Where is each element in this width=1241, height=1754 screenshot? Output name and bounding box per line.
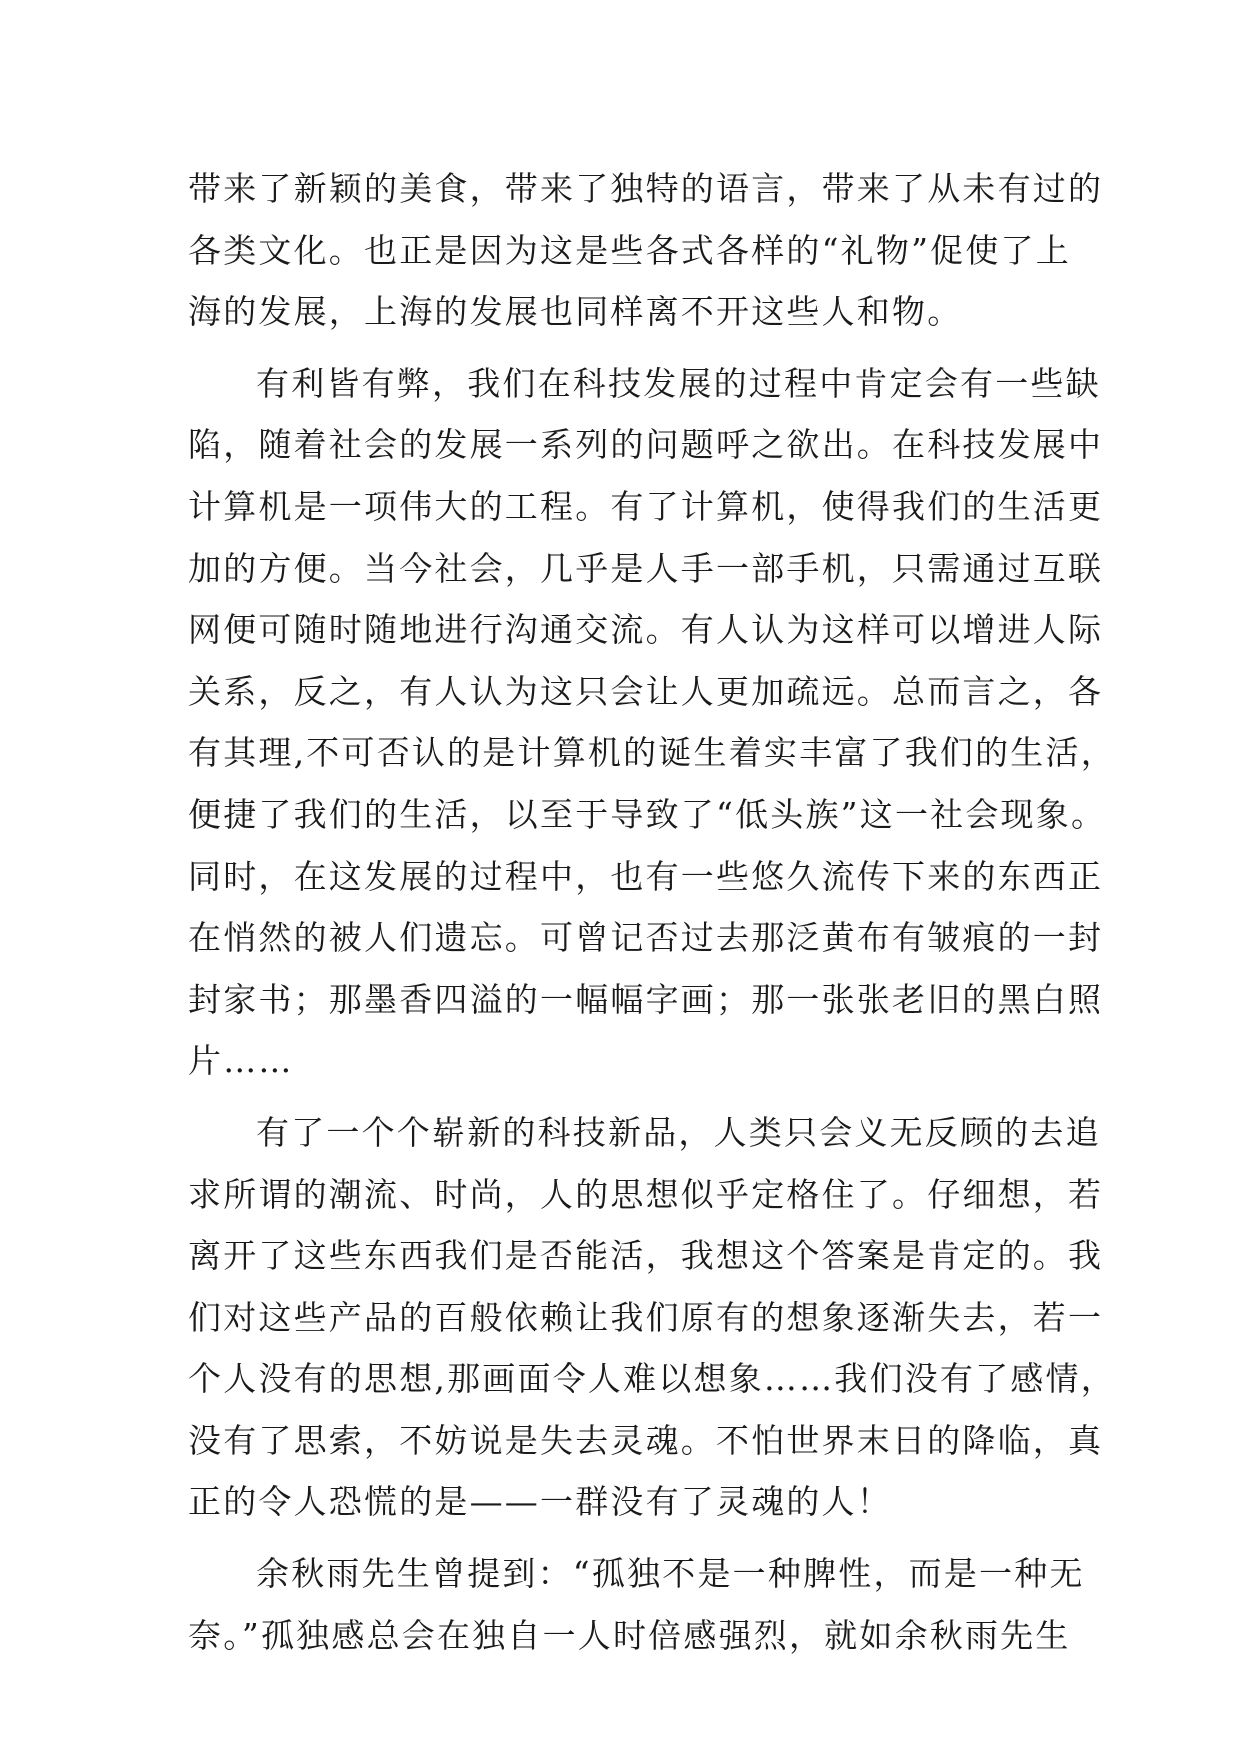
text-line: 在悄然的被人们遗忘。可曾记否过去那泛黄布有皱痕的一封: [188, 918, 1104, 958]
body-text: [188, 158, 1116, 1666]
text-line: 陷，随着社会的发展一系列的问题呼之欲出。在科技发展中: [188, 425, 1104, 465]
text-line: 有了一个个崭新的科技新品，人类只会义无反顾的去追: [256, 1112, 1101, 1152]
text-line: 求所谓的潮流、时尚，人的思想似乎定格住了。仔细想，若: [188, 1174, 1104, 1214]
text-line: 奈。”孤独感总会在独自一人时倍感强烈，就如余秋雨先生: [188, 1615, 1071, 1655]
text-line: 网便可随时随地进行沟通交流。有人认为这样可以增进人际: [188, 610, 1104, 650]
text-line: 片……: [188, 1041, 294, 1081]
text-line: 正的令人恐慌的是——一群没有了灵魂的人！: [188, 1482, 892, 1522]
paragraph-3: [188, 1102, 1116, 1533]
text-line: 计算机是一项伟大的工程。有了计算机，使得我们的生活更: [188, 486, 1104, 526]
text-line: 关系，反之，有人认为这只会让人更加疏远。总而言之，各: [188, 671, 1104, 711]
text-line: 同时，在这发展的过程中，也有一些悠久流传下来的东西正: [188, 856, 1104, 896]
text-line: 有利皆有弊，我们在科技发展的过程中肯定会有一些缺: [256, 363, 1101, 403]
text-line: 离开了这些东西我们是否能活，我想这个答案是肯定的。我: [188, 1236, 1104, 1276]
text-line: 没有了思索，不妨说是失去灵魂。不怕世界末日的降临，真: [188, 1420, 1104, 1460]
text-line: 带来了新颖的美食，带来了独特的语言，带来了从未有过的: [188, 169, 1104, 208]
text-line: 便捷了我们的生活，以至于导致了“低头族”这一社会现象。: [188, 794, 1107, 834]
paragraph-1: [188, 158, 1104, 343]
text-line: 有其理,不可否认的是计算机的诞生着实丰富了我们的生活，: [188, 733, 1116, 773]
text-line: 加的方便。当今社会，几乎是人手一部手机，只需通过互联: [188, 548, 1104, 588]
text-line: 各类文化。也正是因为这是些各式各样的“礼物”促使了上: [188, 230, 1071, 270]
paragraph-2: [188, 353, 1116, 1092]
text-line: 余秋雨先生曾提到：“孤独不是一种脾性，而是一种无: [256, 1554, 1085, 1594]
text-line: 封家书；那墨香四溢的一幅幅字画；那一张张老旧的黑白照: [188, 979, 1104, 1019]
paragraph-4: [188, 1543, 1085, 1666]
text-line: 海的发展，上海的发展也同样离不开这些人和物。: [188, 292, 963, 332]
text-line: 个人没有的思想,那画面令人难以想象……我们没有了感情，: [188, 1359, 1116, 1399]
text-line: 们对这些产品的百般依赖让我们原有的想象逐渐失去，若一: [188, 1297, 1104, 1337]
